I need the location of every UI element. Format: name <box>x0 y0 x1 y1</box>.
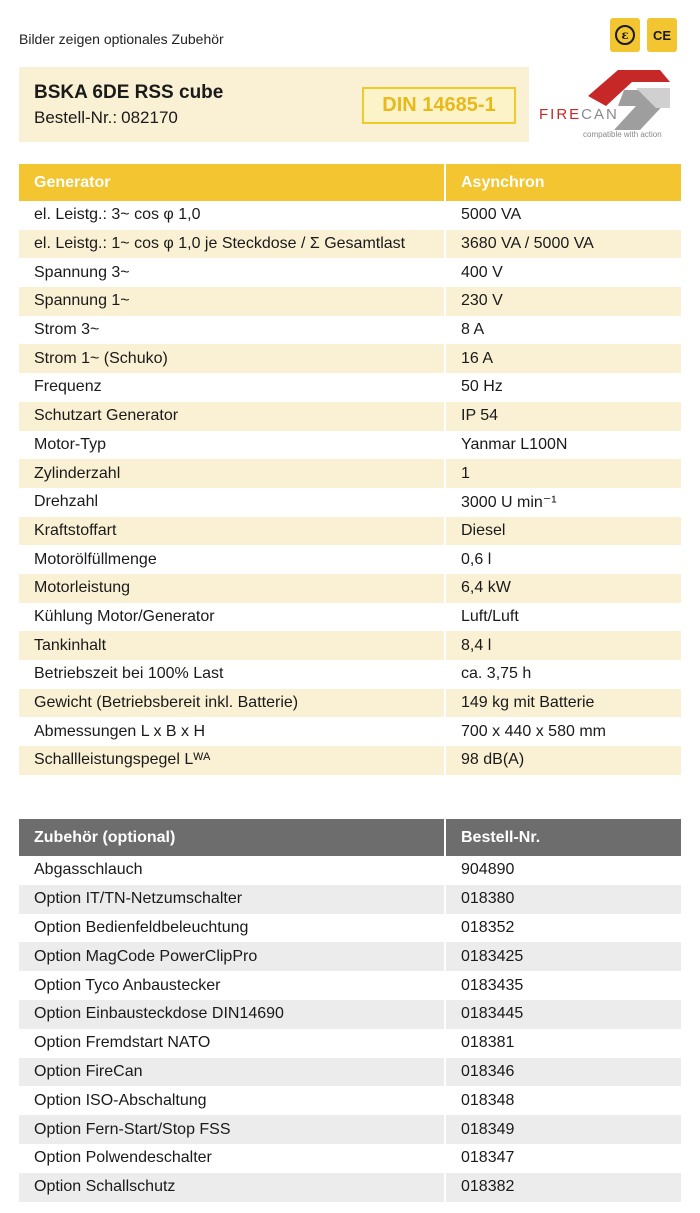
header-order-number: Bestell-Nr. <box>445 819 681 856</box>
table-row <box>19 717 681 746</box>
row-label: Option Tyco Anbaustecker <box>19 971 445 1000</box>
row-label: Option MagCode PowerClipPro <box>19 942 445 971</box>
table-row <box>19 1115 681 1144</box>
row-value: 018380 <box>445 885 681 914</box>
row-value: 018349 <box>445 1115 681 1144</box>
table-row <box>19 258 681 287</box>
row-label: Option Polwendeschalter <box>19 1144 445 1173</box>
header-generator: Generator <box>19 164 445 201</box>
row-label: Betriebszeit bei 100% Last <box>19 660 445 689</box>
row-label: Option Fern-Start/Stop FSS <box>19 1115 445 1144</box>
accessory-table <box>19 819 681 1202</box>
row-label: Drehzahl <box>19 488 445 517</box>
table-row <box>19 431 681 460</box>
row-value: 6,4 kW <box>445 574 681 603</box>
table-row <box>19 942 681 971</box>
row-label: Option FireCan <box>19 1058 445 1087</box>
row-value: 0183425 <box>445 942 681 971</box>
table-row <box>19 402 681 431</box>
row-value: 50 Hz <box>445 373 681 402</box>
row-value: 3680 VA / 5000 VA <box>445 230 681 259</box>
row-label: el. Leistg.: 3~ cos φ 1,0 <box>19 201 445 230</box>
row-label: Option ISO-Abschaltung <box>19 1086 445 1115</box>
table-row <box>19 201 681 230</box>
product-name: BSKA 6DE RSS cube <box>34 82 224 103</box>
row-value: 1 <box>445 459 681 488</box>
table-header-row <box>19 819 681 856</box>
row-label: Abgasschlauch <box>19 856 445 885</box>
row-value: 018352 <box>445 914 681 943</box>
table-row <box>19 287 681 316</box>
row-value: 904890 <box>445 856 681 885</box>
row-value: 018346 <box>445 1058 681 1087</box>
table-row <box>19 545 681 574</box>
row-value: 8 A <box>445 316 681 345</box>
ce-badge-icon: CE <box>647 18 677 52</box>
table-row <box>19 660 681 689</box>
row-label: Motorleistung <box>19 574 445 603</box>
table-row <box>19 746 681 775</box>
table-row <box>19 971 681 1000</box>
row-label: Gewicht (Betriebsbereit inkl. Batterie) <box>19 689 445 718</box>
row-value: 5000 VA <box>445 201 681 230</box>
table-row <box>19 574 681 603</box>
row-value: 018348 <box>445 1086 681 1115</box>
table-row <box>19 1000 681 1029</box>
row-label: Kühlung Motor/Generator <box>19 603 445 632</box>
row-label: Motorölfüllmenge <box>19 545 445 574</box>
table-row <box>19 459 681 488</box>
generator-spec-table <box>19 164 681 775</box>
header-type: Asynchron <box>445 164 681 201</box>
product-order-number: Bestell-Nr.: 082170 <box>34 108 178 127</box>
row-value: 0183435 <box>445 971 681 1000</box>
table-row <box>19 885 681 914</box>
row-label: Spannung 1~ <box>19 287 445 316</box>
table-row <box>19 488 681 517</box>
row-value: 0,6 l <box>445 545 681 574</box>
table-row <box>19 316 681 345</box>
row-value: Yanmar L100N <box>445 431 681 460</box>
row-label: Option Fremdstart NATO <box>19 1029 445 1058</box>
row-label: Zylinderzahl <box>19 459 445 488</box>
table-row <box>19 631 681 660</box>
firecan-wordmark: FIRECAN <box>539 106 619 123</box>
row-value: 700 x 440 x 580 mm <box>445 717 681 746</box>
ex-badge-icon: ε <box>610 18 640 52</box>
row-label: Frequenz <box>19 373 445 402</box>
row-value: 0183445 <box>445 1000 681 1029</box>
table-row <box>19 1058 681 1087</box>
header-accessory: Zubehör (optional) <box>19 819 445 856</box>
table-row <box>19 517 681 546</box>
row-value: Diesel <box>445 517 681 546</box>
row-label: Strom 3~ <box>19 316 445 345</box>
row-label: Motor-Typ <box>19 431 445 460</box>
row-value: 8,4 l <box>445 631 681 660</box>
table-row <box>19 914 681 943</box>
table-row <box>19 1086 681 1115</box>
row-label: Kraftstoffart <box>19 517 445 546</box>
din-standard-badge: DIN 14685-1 <box>362 87 516 124</box>
row-label: Schutzart Generator <box>19 402 445 431</box>
table-row <box>19 230 681 259</box>
row-value: 16 A <box>445 344 681 373</box>
row-label: Schallleistungspegel Lᵂᴬ <box>19 746 445 775</box>
row-label: Spannung 3~ <box>19 258 445 287</box>
product-header <box>19 67 529 142</box>
table-row <box>19 856 681 885</box>
table-row <box>19 373 681 402</box>
table-row <box>19 603 681 632</box>
row-value: 3000 U min⁻¹ <box>445 488 681 517</box>
row-value: 98 dB(A) <box>445 746 681 775</box>
row-label: el. Leistg.: 1~ cos φ 1,0 je Steckdose / Σ Gesamtlast <box>19 230 445 259</box>
row-value: 400 V <box>445 258 681 287</box>
row-value: IP 54 <box>445 402 681 431</box>
row-label: Tankinhalt <box>19 631 445 660</box>
row-value: 018381 <box>445 1029 681 1058</box>
row-value: 018382 <box>445 1173 681 1202</box>
row-value: 230 V <box>445 287 681 316</box>
row-label: Option Schallschutz <box>19 1173 445 1202</box>
table-row <box>19 344 681 373</box>
table-row <box>19 689 681 718</box>
table-row <box>19 1173 681 1202</box>
table-row <box>19 1144 681 1173</box>
table-row <box>19 1029 681 1058</box>
row-value: 018347 <box>445 1144 681 1173</box>
row-label: Option Bedienfeldbeleuchtung <box>19 914 445 943</box>
row-label: Abmessungen L x B x H <box>19 717 445 746</box>
certification-badges <box>610 18 677 52</box>
table-header-row <box>19 164 681 201</box>
row-value: ca. 3,75 h <box>445 660 681 689</box>
row-label: Strom 1~ (Schuko) <box>19 344 445 373</box>
row-label: Option Einbausteckdose DIN14690 <box>19 1000 445 1029</box>
row-value: Luft/Luft <box>445 603 681 632</box>
row-label: Option IT/TN-Netzumschalter <box>19 885 445 914</box>
image-note: Bilder zeigen optionales Zubehör <box>19 31 224 47</box>
row-value: 149 kg mit Batterie <box>445 689 681 718</box>
firecan-tagline: compatible with action <box>583 130 662 139</box>
firecan-logo <box>536 68 676 142</box>
